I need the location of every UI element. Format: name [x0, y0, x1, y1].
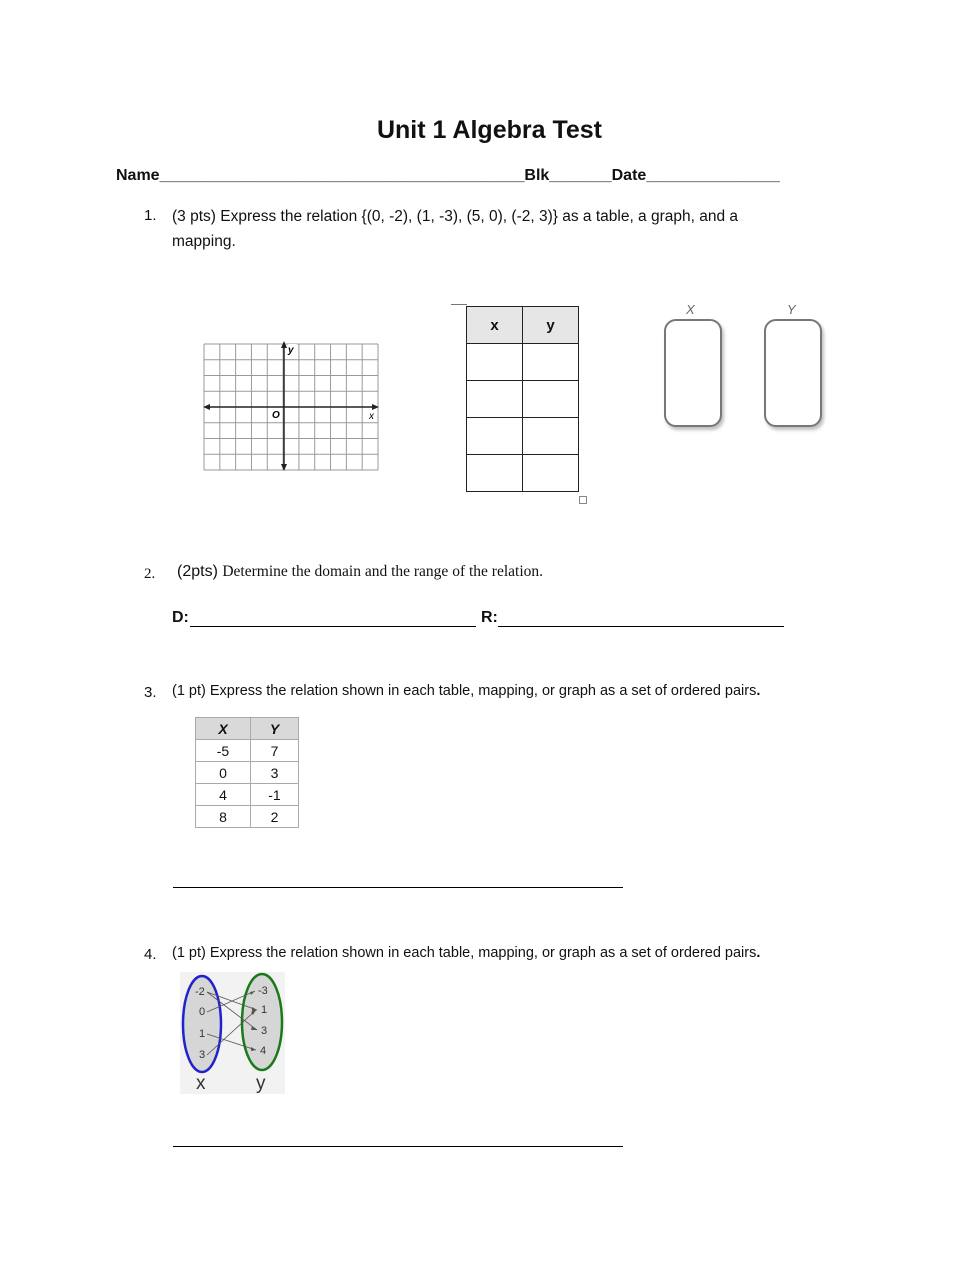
table-header-x: x	[467, 307, 523, 344]
range-answer-line[interactable]	[498, 626, 784, 627]
table-cell: 4	[196, 784, 251, 806]
range-value: 3	[261, 1025, 268, 1037]
table-cell: 0	[196, 762, 251, 784]
domain-value: 0	[199, 1006, 206, 1018]
student-info-line	[116, 167, 780, 185]
question-1-table	[466, 306, 579, 492]
page-title: Unit 1 Algebra Test	[376, 116, 603, 144]
range-value: -3	[258, 985, 268, 997]
question-3-text	[172, 683, 760, 699]
name-label: Name	[116, 167, 160, 184]
mapping-x-label: X	[686, 302, 695, 317]
table-cell: 3	[251, 762, 299, 784]
mapping-y-label: y	[256, 1073, 266, 1094]
x-axis-label: x	[369, 411, 374, 422]
domain-value: -2	[195, 986, 205, 998]
domain-value: 3	[199, 1049, 206, 1061]
question-4-answer-line[interactable]	[173, 1146, 623, 1147]
mapping-x-label: x	[196, 1073, 206, 1094]
question-4-period: .	[756, 945, 761, 961]
question-3-points: (1 pt)	[172, 683, 206, 699]
range-label: R:	[481, 609, 498, 626]
table-cell: 2	[251, 806, 299, 828]
domain-answer-line[interactable]	[190, 626, 476, 627]
blk-label: Blk	[524, 167, 550, 184]
table-cell[interactable]	[467, 344, 523, 381]
y-axis-label: y	[288, 345, 294, 356]
question-1-points: (3 pts)	[172, 208, 216, 225]
question-3-prompt: Express the relation shown in each table, mapping, or graph as a set of ordered pairs	[209, 683, 757, 699]
question-1-prompt: Express the relation {(0, -2), (1, -3), (5, 0), (-2, 3)} as a table, a graph, and a	[220, 208, 739, 225]
coordinate-grid[interactable]	[198, 336, 382, 476]
question-1-number: 1.	[144, 207, 157, 224]
question-3-table	[195, 717, 299, 828]
question-2-points: (2pts)	[177, 563, 218, 580]
table-header-y: y	[523, 307, 579, 344]
domain-value: 1	[199, 1028, 206, 1040]
table-cell[interactable]	[523, 381, 579, 418]
mapping-y-label: Y	[787, 302, 796, 317]
question-4-mapping-diagram	[180, 972, 285, 1094]
table-header-x: X	[196, 718, 251, 740]
table-header-y: Y	[251, 718, 299, 740]
question-2-prompt: Determine the domain and the range of the relation.	[222, 563, 544, 580]
question-1-prompt-cont: mapping.	[172, 233, 236, 250]
table-cell[interactable]	[467, 418, 523, 455]
origin-label: O	[272, 410, 280, 421]
question-3-answer-line[interactable]	[173, 887, 623, 888]
question-4-text	[172, 945, 760, 961]
blk-blank[interactable]: _______	[549, 167, 612, 184]
question-1-text	[172, 204, 832, 254]
date-blank[interactable]: _______________	[646, 167, 780, 184]
name-blank[interactable]: _________________________________________	[159, 167, 525, 184]
question-3-period: .	[756, 683, 761, 699]
question-4-points: (1 pt)	[172, 945, 206, 961]
domain-label: D:	[172, 609, 189, 626]
table-cell[interactable]	[523, 418, 579, 455]
range-value: 1	[261, 1004, 268, 1016]
table-cell: 7	[251, 740, 299, 762]
table-resize-handle[interactable]	[579, 496, 587, 504]
question-4-number: 4.	[144, 946, 157, 963]
table-cell[interactable]	[523, 344, 579, 381]
table-cell[interactable]	[467, 455, 523, 492]
mapping-domain-box[interactable]	[664, 319, 722, 427]
table-cell[interactable]	[467, 381, 523, 418]
table-anchor-mark	[451, 304, 467, 305]
table-cell[interactable]	[523, 455, 579, 492]
table-cell: -5	[196, 740, 251, 762]
range-value: 4	[260, 1045, 267, 1057]
question-2-text	[177, 563, 543, 581]
question-4-prompt: Express the relation shown in each table, mapping, or graph as a set of ordered pairs	[209, 945, 757, 961]
question-2-number: 2.	[144, 566, 156, 582]
question-3-number: 3.	[144, 684, 157, 701]
mapping-range-box[interactable]	[764, 319, 822, 427]
table-cell: -1	[251, 784, 299, 806]
table-cell: 8	[196, 806, 251, 828]
date-label: Date	[611, 167, 647, 184]
